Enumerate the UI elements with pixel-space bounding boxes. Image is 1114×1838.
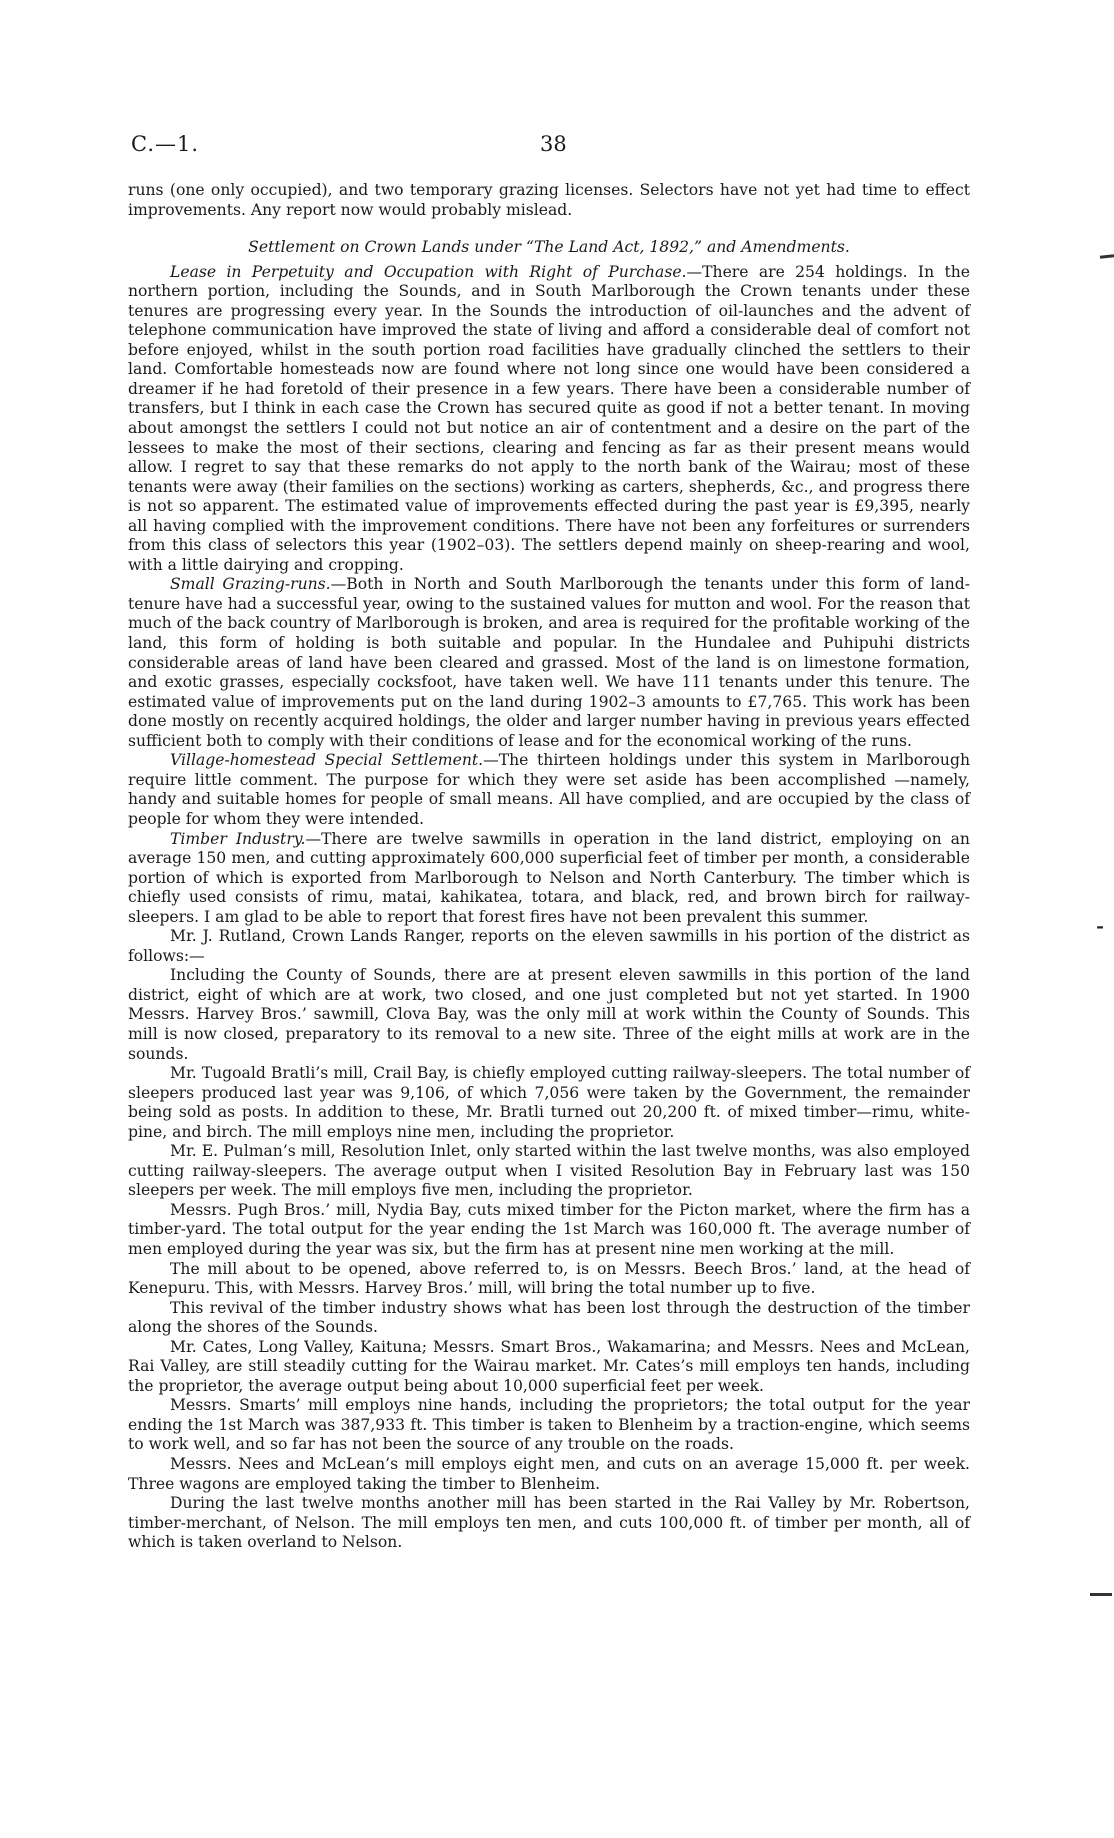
paragraph-lead: Small Grazing-runs.	[170, 575, 331, 594]
paragraph: Including the County of Sounds, there are at present eleven sawmills in this portion of the land district, eight of which are at work, two closed, and one just completed but not yet started. In 1900 Messrs. Harvey Bros.’ sawmill, Clova Bay, was the only mill at work within the County of Sounds. This mill is now closed, preparatory to its removal to a new site. Three of the eight mills at work are in the sounds.	[128, 966, 970, 1063]
paragraph: Mr. Cates, Long Valley, Kaituna; Messrs. Smart Bros., Wakamarina; and Messrs. Nees and McLean, Rai Valley, are still steadily cutting for the Wairau market. Mr. Cates’s mill employs ten hands, including the proprietor, the average output being about 10,000 superficial feet per week.	[128, 1337, 970, 1395]
paragraph-text: —There are twelve sawmills in operation in the land district, employing on an average 150 men, and cutting approximately 600,000 superficial feet of timber per month, a considerable portion of which is exported from Marlborough to Nelson and North Canterbury. The timber which is chiefly used consists of rimu, matai, kahikatea, totara, and black, red, and brown birch for railway-sleepers. I am glad to be able to report that forest fires have not been prevalent this summer.	[128, 829, 970, 926]
series-label: C.—1.	[131, 132, 200, 156]
paragraph: Mr. E. Pulman’s mill, Resolution Inlet, only started within the last twelve months, was also employed cutting railway-sleepers. The average output when I visited Resolution Bay in February last was 150 sleepers per week. The mill employs five men, including the proprietor.	[128, 1142, 970, 1200]
paragraph: During the last twelve months another mill has been started in the Rai Valley by Mr. Robertson, timber-merchant, of Nelson. The mill employs ten men, and cuts 100,000 ft. of timber per month, all of which is taken overland to Nelson.	[128, 1494, 970, 1552]
paragraph	[128, 575, 970, 751]
paragraph-text: —The thirteen holdings under this system in Marlborough require little comment. The purpose for which they were set aside has been accomplished —namely, handy and suitable homes for people of small means. All have complied, and are occupied by the class of people for whom they were intended.	[128, 751, 971, 828]
paragraph: Messrs. Smarts’ mill employs nine hands, including the proprietors; the total output for the year ending the 1st March was 387,933 ft. This timber is taken to Blenheim by a traction-engine, which seems to work well, and so far has not been the source of any trouble on the roads.	[128, 1396, 970, 1454]
paragraph: Messrs. Pugh Bros.’ mill, Nydia Bay, cuts mixed timber for the Picton market, where the firm has a timber-yard. The total output for the year ending the 1st March was 160,000 ft. The average number of men employed during the year was six, but the firm has at present nine men working at the mill.	[128, 1200, 970, 1258]
paragraph: The mill about to be opened, above referred to, is on Messrs. Beech Bros.’ land, at the head of Kenepuru. This, with Messrs. Harvey Bros.’ mill, will bring the total number up to five.	[128, 1259, 970, 1298]
paragraph: runs (one only occupied), and two temporary grazing licenses. Selectors have not yet had time to effect improvements. Any report now would probably mislead.	[128, 181, 970, 219]
margin-mark	[1100, 254, 1114, 258]
paragraph: Mr. Tugoald Bratli’s mill, Crail Bay, is chiefly employed cutting railway-sleepers. The total number of sleepers produced last year was 9,106, of which 7,056 were taken by the Government, the remainder being sold as posts. In addition to these, Mr. Bratli turned out 20,200 ft. of mixed timber—rimu, white-pine, and birch. The mill employs nine men, including the proprietor.	[128, 1064, 970, 1141]
paragraph	[128, 263, 970, 576]
paragraph-lead: Timber Industry.	[170, 829, 306, 848]
paragraph	[128, 751, 970, 829]
paragraph: Mr. J. Rutland, Crown Lands Ranger, reports on the eleven sawmills in his portion of the district as follows:—	[128, 927, 970, 965]
margin-mark	[1090, 1593, 1112, 1596]
paragraph: This revival of the timber industry shows what has been lost through the destruction of the timber along the shores of the Sounds.	[128, 1298, 970, 1337]
paragraph	[128, 830, 970, 928]
margin-mark: ⁃	[1095, 916, 1105, 940]
paragraph-lead: Village-homestead Special Settlement.	[170, 751, 484, 770]
paragraph-lead: Lease in Perpetuity and Occupation with Right of Purchase.	[170, 262, 687, 281]
body-text	[128, 181, 970, 1553]
section-heading: Settlement on Crown Lands under “The Land Act, 1892,” and Amendments.	[248, 238, 850, 257]
page-number: 38	[540, 132, 567, 156]
paragraph-text: —There are 254 holdings. In the northern portion, including the Sounds, and in South Marlborough the Crown tenants under these tenures are progressing every year. In the Sounds the introduction of oil-launches and the advent of telephone communication have improved the state of living and afford a considerable deal of comfort not before enjoyed, whilst in the south portion road facilities have gradually clinched the settlers to their land. Comfortable homesteads now are found where not long since one would have been considered a dreamer if he had foretold of their presence in a few years. There have been a considerable number of transfers, but I think in each case the Crown has secured quite as good if not a better tenant. In moving about amongst the settlers I could not but notice an air of contentment and a desire on the part of the lessees to make the most of their sections, clearing and fencing as far as their present means would allow. I regret to say that these remarks do not apply to the north bank of the Wairau; most of these tenants were away (their families on the sections) working as carters, shepherds, &c., and progress there is not so apparent. The estimated value of improvements effected during the past year is £9,395, nearly all having complied with the improvement conditions. There have not been any forfeitures or surrenders from this class of selectors this year (1902–03). The settlers depend mainly on sheep-rearing and wool, with a little dairying and cropping.	[128, 262, 971, 574]
paragraph-text: —Both in North and South Marlborough the tenants under this form of land-tenure have had a successful year, owing to the sustained values for mutton and wool. For the reason that much of the back country of Marlborough is broken, and area is required for the profitable working of the land, this form of holding is both suitable and popular. In the Hundalee and Puhipuhi districts considerable areas of land have been cleared and grassed. Most of the land is on limestone formation, and exotic grasses, especially cocksfoot, have taken well. We have 111 tenants under this tenure. The estimated value of improvements put on the land during 1902–3 amounts to £7,765. This work has been done mostly on recently acquired holdings, the older and larger number having in previous years effected sufficient both to comply with their conditions of lease and for the economical working of the runs.	[128, 575, 971, 750]
paragraph: Messrs. Nees and McLean’s mill employs eight men, and cuts on an average 15,000 ft. per week. Three wagons are employed taking the timber to Blenheim.	[128, 1455, 970, 1493]
